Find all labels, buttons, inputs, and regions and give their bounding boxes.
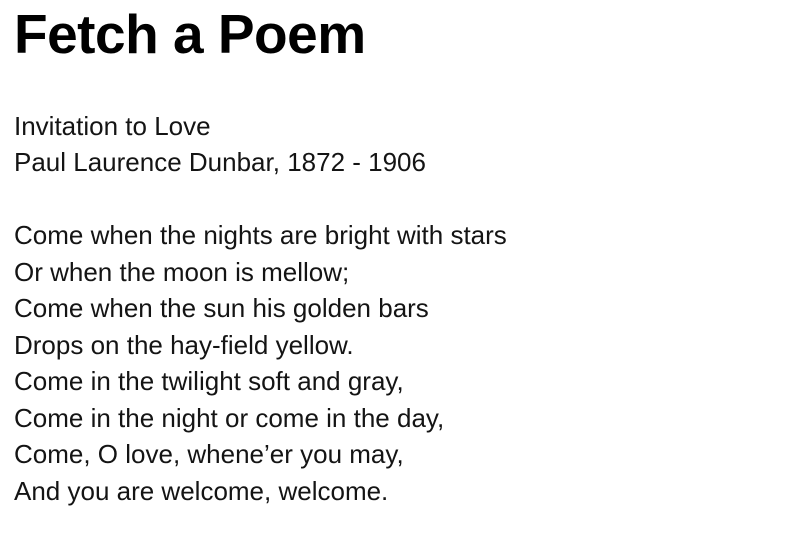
poem (14, 108, 801, 510)
page-title: Fetch a Poem (14, 3, 366, 65)
poem-line: Come in the night or come in the day, (14, 402, 445, 433)
poem-line: Come in the twilight soft and gray, (14, 366, 404, 397)
poem-line: Drops on the hay-field yellow. (14, 329, 354, 360)
blank-line (14, 181, 801, 218)
page (14, 4, 801, 509)
poem-line: Come when the nights are bright with stars (14, 220, 507, 251)
poem-line: Come, O love, whene’er you may, (14, 439, 404, 470)
poem-line: Or when the moon is mellow; (14, 256, 350, 287)
poem-title: Invitation to Love (14, 110, 211, 141)
poem-author: Paul Laurence Dunbar, 1872 - 1906 (14, 147, 426, 178)
poem-line: Come when the sun his golden bars (14, 293, 429, 324)
poem-line: And you are welcome, welcome. (14, 475, 389, 506)
